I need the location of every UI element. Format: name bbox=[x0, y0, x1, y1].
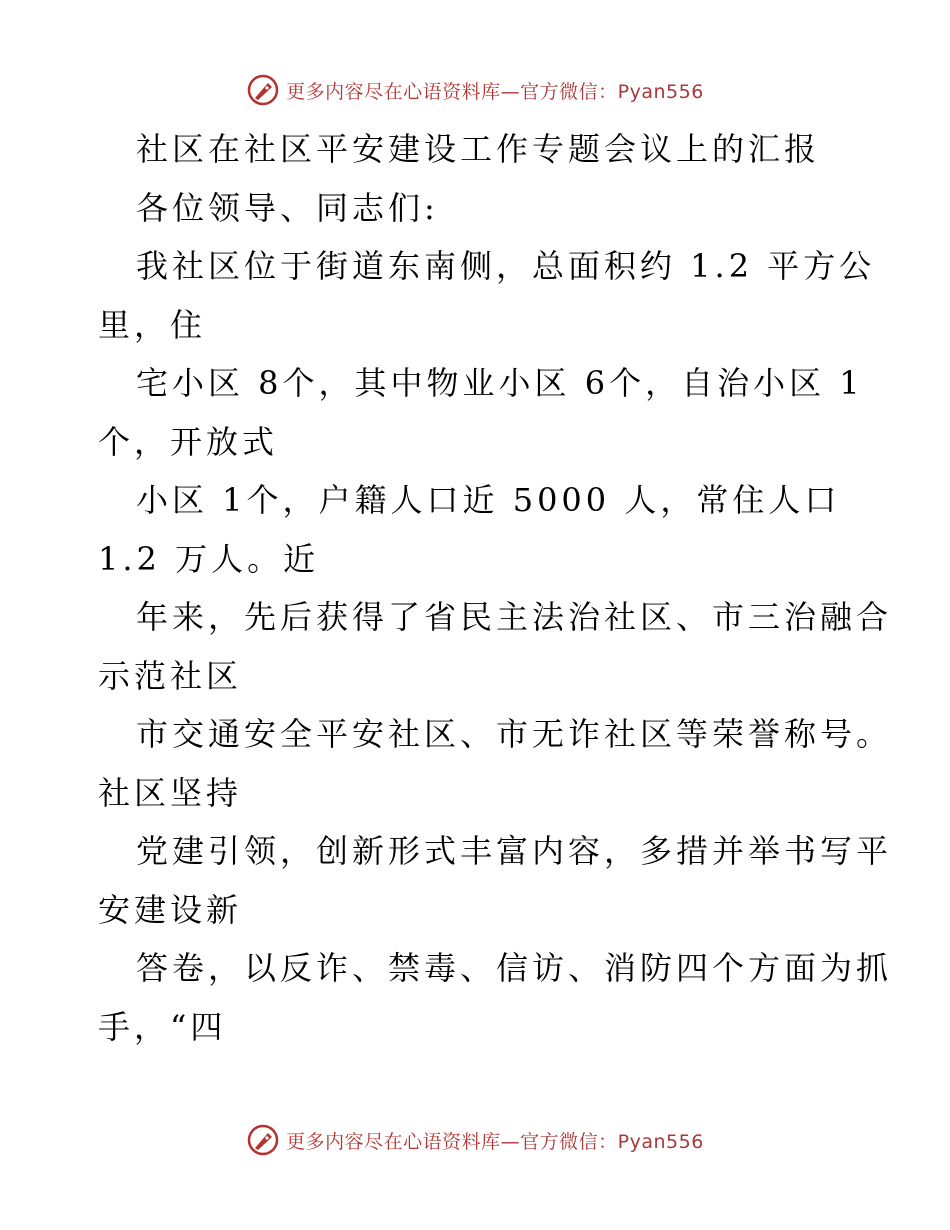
paragraph-line: 手，“四 bbox=[98, 1007, 227, 1046]
paragraph-line: 宅小区 8个，其中物业小区 6个，自治小区 1 bbox=[136, 364, 864, 402]
paragraph-line: 社区坚持 bbox=[98, 773, 243, 812]
paragraph-line: 安建设新 bbox=[98, 890, 243, 929]
paragraph-line: 党建引领，创新形式丰富内容，多措并举书写平 bbox=[136, 832, 893, 870]
paragraph-line: 市交通安全平安社区、市无诈社区等荣誉称号。 bbox=[136, 715, 893, 753]
document-title: 社区在社区平安建设工作专题会议上的汇报 bbox=[136, 130, 821, 168]
paragraph-line: 1.2 万人。近 bbox=[98, 539, 320, 578]
paragraph-line: 个，开放式 bbox=[98, 422, 279, 461]
document-body bbox=[98, 120, 898, 1056]
watermark-text: 更多内容尽在心语资料库—官方微信：Pyan556 bbox=[286, 80, 704, 103]
paragraph-line: 我社区位于街道东南侧，总面积约 1.2 平方公 bbox=[136, 247, 876, 285]
footer-watermark bbox=[0, 1120, 950, 1160]
salutation: 各位领导、同志们: bbox=[136, 188, 439, 227]
watermark-text: 更多内容尽在心语资料库—官方微信：Pyan556 bbox=[286, 1130, 704, 1153]
paragraph-line: 小区 1个，户籍人口近 5000 人，常住人口 bbox=[136, 481, 841, 519]
paragraph-line: 答卷，以反诈、禁毒、信访、消防四个方面为抓 bbox=[136, 949, 893, 987]
pen-nib-logo-icon bbox=[246, 73, 280, 107]
paragraph-line: 年来，先后获得了省民主法治社区、市三治融合 bbox=[136, 598, 893, 636]
paragraph-line: 里，住 bbox=[98, 305, 207, 344]
paragraph-line: 示范社区 bbox=[98, 656, 243, 695]
header-watermark bbox=[0, 70, 950, 110]
pen-nib-logo-icon bbox=[246, 1123, 280, 1157]
